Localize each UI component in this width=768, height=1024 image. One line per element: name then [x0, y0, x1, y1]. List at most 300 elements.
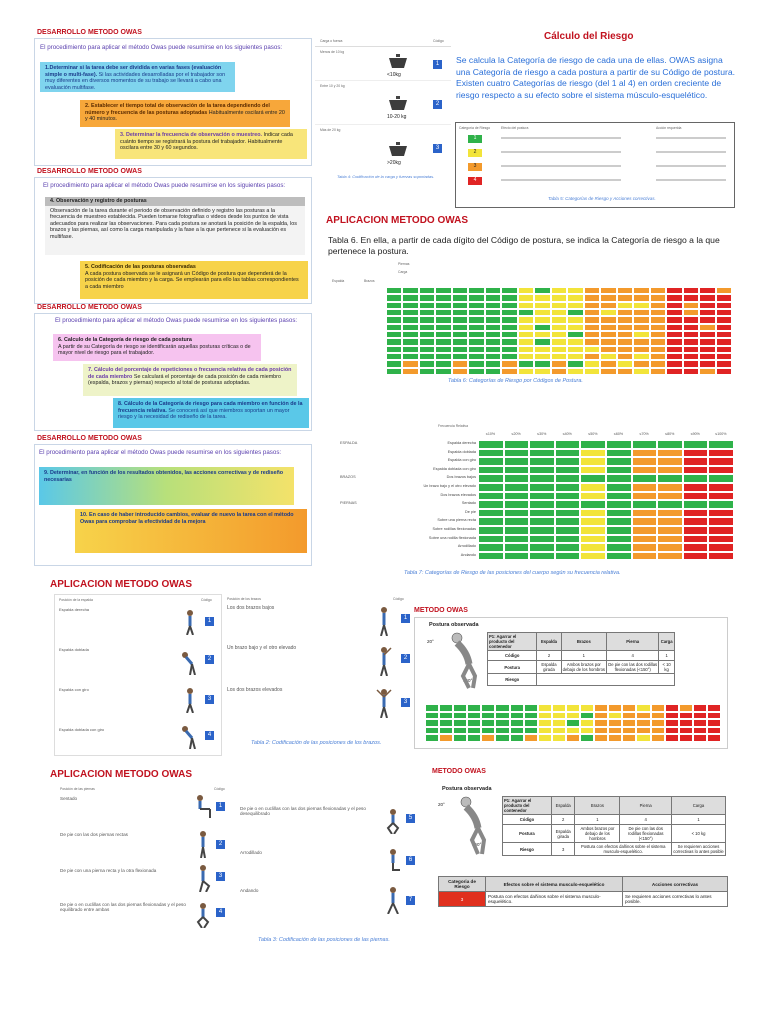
freq-cell	[683, 440, 709, 449]
riesgo-caption: Tabla 5: Categorías de Riesgo y Acciones correctivas.	[548, 196, 656, 201]
step-10	[75, 509, 307, 553]
risk-cell	[501, 360, 517, 367]
step-5-body: A cada postura observada se le asignará un Código de postura que dependerá de la posición de cada miembro y la carga. Se emplearán para ello las tablas correspondientes a cada miembro	[85, 270, 299, 290]
carga-code-label: Código	[433, 39, 444, 43]
risk-cell	[594, 704, 608, 712]
risk-cell	[707, 734, 721, 742]
risk-cell	[600, 309, 616, 316]
row-riesgo: Riesgo	[503, 843, 552, 856]
freq-cell	[478, 535, 504, 544]
risk-cell	[666, 353, 682, 360]
risk-cell	[622, 734, 636, 742]
brazos-row-code: 1	[401, 614, 410, 623]
espalda-row-label: Espalda doblada con giro	[59, 727, 105, 732]
intro-text: El procedimiento para aplicar el método Owas puede resumirse en los siguientes pasos:	[40, 44, 283, 51]
riesgo-title: Cálculo del Riesgo	[544, 31, 634, 42]
risk-cell	[600, 287, 616, 294]
risk-cell	[452, 338, 468, 345]
freq-cell	[708, 552, 734, 561]
freq-pct-label: ≤10%	[485, 432, 496, 436]
freq-cell	[504, 457, 530, 466]
risk-cell	[665, 734, 679, 742]
risk-cell	[567, 353, 583, 360]
step-7-title: 7. Cálculo del porcentaje de repeticiones o frecuencia relativa de cada posición de cada miembro	[88, 367, 292, 380]
risk-cell	[467, 719, 481, 727]
worker-figure-icon	[452, 794, 492, 858]
freq-cell	[580, 543, 606, 552]
risk-cell	[518, 346, 534, 353]
metodo-table-2	[502, 796, 726, 856]
risk-cell	[651, 719, 665, 727]
freq-cell	[683, 509, 709, 518]
freq-cell	[606, 535, 632, 544]
risk-cell	[386, 360, 402, 367]
risk-cell	[617, 324, 633, 331]
risk-cell	[468, 294, 484, 301]
risk-cell	[435, 302, 451, 309]
risk-cell	[566, 719, 580, 727]
risk-cell	[435, 309, 451, 316]
row-codigo: Código	[503, 815, 552, 825]
risk-cell	[468, 368, 484, 375]
freq-cell	[504, 552, 530, 561]
risk-cell	[435, 287, 451, 294]
cat-accion: Se requieren acciones correctivas lo antes posible.	[622, 892, 727, 907]
risk-cell	[453, 727, 467, 735]
risk-cell	[716, 338, 732, 345]
riesgo-desc: Postura con efectos dañinos sobre el sistema musculo-esquelético.	[575, 843, 672, 856]
risk-cell	[510, 719, 524, 727]
risk-cell	[435, 353, 451, 360]
piernas-row-label: De pie con las dos piernas rectas	[60, 832, 128, 837]
risk-cell	[510, 734, 524, 742]
risk-cell	[584, 368, 600, 375]
risk-cat-4: 4	[468, 177, 482, 185]
freq-cell	[504, 440, 530, 449]
risk-cell	[666, 287, 682, 294]
risk-cell	[518, 309, 534, 316]
freq-cell	[632, 466, 658, 475]
risk-cell	[534, 294, 550, 301]
risk-cell	[716, 287, 732, 294]
risk-cell	[534, 353, 550, 360]
risk-cell	[636, 734, 650, 742]
risk-cell	[534, 287, 550, 294]
risk-cell	[650, 353, 666, 360]
risk-cell	[534, 324, 550, 331]
risk-cell	[468, 316, 484, 323]
freq-cell	[632, 526, 658, 535]
step-10-text: 10. En caso de haber introducido cambios, evaluar de nuevo la tarea con el método Owas para comprobar la efectividad de la mejora	[80, 512, 294, 525]
freq-cell	[529, 440, 555, 449]
step-8-title: 8. Cálculo de la Categoría de riesgo para cada miembro en función de la frecuencia relativa.	[118, 401, 303, 414]
freq-cell	[478, 500, 504, 509]
freq-cell	[657, 517, 683, 526]
freq-cell	[657, 449, 683, 458]
angle-label: 150°	[472, 842, 482, 847]
risk-cell	[580, 719, 594, 727]
freq-cell	[683, 500, 709, 509]
risk-cell	[468, 324, 484, 331]
risk-cell	[402, 338, 418, 345]
risk-cell	[402, 309, 418, 316]
freq-cell	[580, 449, 606, 458]
freq-pct-label: ≤50%	[588, 432, 598, 436]
risk-cell	[608, 719, 622, 727]
risk-cell	[419, 316, 435, 323]
risk-cell	[636, 727, 650, 735]
risk-cell	[551, 338, 567, 345]
risk-cell	[617, 368, 633, 375]
risk-cell	[617, 287, 633, 294]
freq-cell	[529, 509, 555, 518]
risk-cell	[617, 331, 633, 338]
risk-cell	[402, 294, 418, 301]
freq-cell	[708, 509, 734, 518]
risk-cell	[538, 727, 552, 735]
freq-cell	[580, 492, 606, 501]
risk-cell	[584, 294, 600, 301]
freq-cell	[657, 483, 683, 492]
piernas-row-label: De pie o en cuclillas con las dos piernas flexionadas y el peso desequilibrado	[240, 806, 366, 816]
carga-row-weight: >20kg	[387, 160, 401, 166]
freq-cell	[504, 526, 530, 535]
freq-cell	[529, 526, 555, 535]
freq-cell	[555, 466, 581, 475]
freq-cell	[708, 466, 734, 475]
risk-cell	[419, 324, 435, 331]
risk-cell	[419, 294, 435, 301]
risk-cell	[699, 287, 715, 294]
freq-cell	[555, 500, 581, 509]
posture-figure-icon	[384, 886, 402, 914]
risk-cell	[633, 294, 649, 301]
risk-cell	[501, 353, 517, 360]
risk-cell	[683, 294, 699, 301]
risk-cell	[435, 324, 451, 331]
risk-cell	[683, 353, 699, 360]
risk-cell	[425, 704, 439, 712]
freq-cell	[504, 483, 530, 492]
risk-cell	[485, 368, 501, 375]
freq-cell	[580, 474, 606, 483]
piernas-table	[54, 784, 420, 950]
posture-figure-icon	[373, 606, 395, 636]
weight-icon	[385, 142, 411, 158]
freq-cell	[529, 517, 555, 526]
risk-cell	[600, 294, 616, 301]
risk-cell	[534, 309, 550, 316]
freq-row-label: Espalda doblada	[447, 449, 476, 454]
freq-cell	[606, 449, 632, 458]
freq-cell	[504, 535, 530, 544]
risk-cell	[584, 309, 600, 316]
risk-cell	[453, 734, 467, 742]
risk-cell	[552, 704, 566, 712]
risk-cell	[584, 346, 600, 353]
risk-cell	[567, 331, 583, 338]
risk-cell	[468, 346, 484, 353]
risk-cell	[386, 316, 402, 323]
freq-cell	[657, 474, 683, 483]
risk-cell	[600, 338, 616, 345]
risk-cell	[651, 727, 665, 735]
risk-cell	[518, 353, 534, 360]
risk-cell	[665, 719, 679, 727]
risk-cell	[425, 734, 439, 742]
carga-row-label: Entre 10 y 20 kg	[320, 84, 345, 88]
risk-cell	[402, 324, 418, 331]
intro-text: El procedimiento para aplicar el método Owas puede resumirse en los siguientes pasos:	[43, 182, 286, 189]
risk-cell	[510, 727, 524, 735]
freq-cell	[555, 483, 581, 492]
risk-cell	[386, 309, 402, 316]
risk-cell	[584, 287, 600, 294]
posture-figure-icon	[373, 646, 395, 676]
risk-cell	[452, 346, 468, 353]
desc-value: De pie con las dos rodillas flexionadas (<150°)	[620, 825, 672, 843]
riesgo-h2: Efecto del postura	[501, 126, 529, 130]
risk-cell	[683, 346, 699, 353]
risk-cell	[707, 704, 721, 712]
risk-cell	[467, 712, 481, 720]
risk-cell	[551, 368, 567, 375]
weight-icon	[385, 54, 411, 70]
code-value: 4	[607, 651, 659, 661]
risk-cell	[679, 704, 693, 712]
posture-figure-icon	[180, 687, 200, 713]
freq-cell	[683, 526, 709, 535]
freq-cell	[657, 509, 683, 518]
freq-cell	[555, 457, 581, 466]
risk-cell	[501, 316, 517, 323]
cat-h3: Acciones correctivas	[622, 877, 727, 892]
freq-cell	[580, 500, 606, 509]
risk-cell	[693, 727, 707, 735]
freq-row-label: Sobre una rodilla flexionada	[428, 535, 476, 540]
risk-cell	[468, 331, 484, 338]
risk-cell	[452, 324, 468, 331]
risk-cell	[650, 368, 666, 375]
risk-cell	[468, 353, 484, 360]
freq-cell	[657, 457, 683, 466]
col-carga: Carga	[671, 797, 725, 815]
angle-label: 150°	[463, 678, 473, 683]
freq-cell	[632, 509, 658, 518]
risk-cell	[683, 316, 699, 323]
freq-cell	[606, 440, 632, 449]
risk-cell	[580, 734, 594, 742]
risk-cell	[633, 368, 649, 375]
risk-cell	[617, 360, 633, 367]
risk-cell	[435, 346, 451, 353]
freq-cell	[580, 509, 606, 518]
risk-cell	[419, 338, 435, 345]
col-espalda: Espalda	[551, 797, 575, 815]
risk-cell	[551, 353, 567, 360]
risk-cell	[495, 704, 509, 712]
freq-cell	[478, 457, 504, 466]
espalda-row-code: 4	[205, 731, 214, 740]
intro-text: El procedimiento para aplicar el método Owas puede resumirse en los siguientes pasos:	[39, 449, 282, 456]
row-codigo: Código	[488, 651, 537, 661]
risk-cat-3: 3	[468, 163, 482, 171]
risk-cell	[608, 727, 622, 735]
risk-cell	[683, 287, 699, 294]
freq-cell	[708, 457, 734, 466]
risk-cell	[666, 360, 682, 367]
freq-cell	[657, 526, 683, 535]
posture-figure-icon	[180, 649, 200, 675]
piernas-row-code: 5	[406, 814, 415, 823]
freq-cell	[580, 483, 606, 492]
freq-cell	[555, 449, 581, 458]
risk-cell	[485, 309, 501, 316]
risk-grid	[386, 287, 732, 375]
risk-cat-1: 1	[468, 135, 482, 143]
risk-cell	[617, 309, 633, 316]
freq-cell	[708, 474, 734, 483]
risk-cell	[567, 324, 583, 331]
freq-row-label: Un brazo bajo y el otro elevado	[423, 484, 476, 488]
step-6-body: A partir de su Categoría de riesgo se identificarán aquellas posturas críticas o de mayor nivel de riesgo para el trabajador.	[58, 343, 251, 357]
step-7-body: Se calculará el porcentaje de cada posición de cada miembro (espalda, brazos y piernas) respecto al total de posturas adoptadas.	[88, 373, 281, 387]
freq-cell	[606, 526, 632, 535]
risk-cell	[600, 302, 616, 309]
risk-cell	[481, 719, 495, 727]
risk-cell	[534, 338, 550, 345]
freq-cell	[708, 526, 734, 535]
freq-cell	[632, 500, 658, 509]
risk-cell	[651, 704, 665, 712]
risk-cell	[584, 302, 600, 309]
desc-value: < 10 kg	[671, 825, 725, 843]
risk-cell	[679, 712, 693, 720]
tabla-6	[328, 262, 738, 388]
freq-cell	[529, 543, 555, 552]
section-title-3: DESARROLLO METODO OWAS	[37, 304, 142, 311]
task-label: P1: Agarrar el producto del contenedor	[488, 633, 537, 651]
freq-cell	[529, 457, 555, 466]
posture-figure-icon	[384, 846, 402, 874]
freq-row-label: Sobre una pierna recta	[437, 518, 476, 523]
risk-cell	[650, 331, 666, 338]
risk-cell	[485, 316, 501, 323]
piernas-row-label: Andando	[240, 888, 259, 893]
freq-cell	[478, 483, 504, 492]
risk-cell	[566, 704, 580, 712]
freq-row-label: Espalda con giro	[447, 458, 476, 463]
freq-cell	[632, 492, 658, 501]
step-4-body: Observación de la tarea durante el periodo de observación definido y registro las posturas a la frecuencia de muestreo establecida. Pueden tomarse fotografías o videos desde los puntos de vista adecuados para realizar las observaciones. Para cada postura se anotará la posición de la espalda, los brazos y las piernas, así como la carga manipulada y la fase a la que pertenece si la evaluación es multifase.	[50, 207, 297, 240]
freq-cell	[555, 509, 581, 518]
risk-cell	[600, 346, 616, 353]
risk-cell	[534, 346, 550, 353]
riesgo-h3: Acción requerida	[656, 126, 682, 130]
risk-cell	[467, 734, 481, 742]
aplicacion-title-2: APLICACION METODO OWAS	[50, 579, 193, 590]
risk-cell	[699, 309, 715, 316]
risk-cell	[419, 287, 435, 294]
risk-cell	[666, 324, 682, 331]
risk-cell	[386, 287, 402, 294]
risk-cell	[534, 360, 550, 367]
risk-cell	[518, 316, 534, 323]
brazos-col1: Posición de los brazos	[227, 597, 261, 601]
posture-figure-icon	[180, 609, 200, 635]
risk-cell	[538, 704, 552, 712]
risk-cell	[485, 360, 501, 367]
freq-cell	[555, 526, 581, 535]
risk-cell	[699, 353, 715, 360]
risk-cell	[518, 360, 534, 367]
freq-cell	[606, 543, 632, 552]
col-espalda: Espalda	[537, 633, 561, 651]
freq-cell	[529, 535, 555, 544]
piernas-row-code: 4	[216, 908, 225, 917]
freq-cell	[632, 440, 658, 449]
posture-figure-icon	[384, 806, 402, 834]
col-brazos: Brazos	[575, 797, 620, 815]
risk-cell	[666, 368, 682, 375]
risk-cell	[699, 294, 715, 301]
risk-cell	[468, 309, 484, 316]
risk-cell	[386, 353, 402, 360]
aplicacion-text: Tabla 6. En ella, a partir de cada dígito del Código de postura, se indica la Categoría de riesgo a la que pertenece la postura.	[328, 235, 720, 256]
step-6-title: 6. Calculo de la Categoría de riesgo de cada postura	[58, 337, 192, 343]
risk-cell	[402, 302, 418, 309]
tabla2-caption: Tabla 2: Codificación de las posiciones de los brazos.	[251, 740, 382, 746]
risk-cell	[518, 324, 534, 331]
risk-cell	[699, 331, 715, 338]
risk-cell	[419, 346, 435, 353]
freq-cell	[529, 492, 555, 501]
freq-cell	[504, 509, 530, 518]
risk-cell	[452, 294, 468, 301]
risk-cell	[683, 368, 699, 375]
carga-table	[315, 36, 451, 186]
freq-cell	[478, 474, 504, 483]
risk-cell	[485, 331, 501, 338]
risk-cell	[666, 294, 682, 301]
risk-cell	[679, 734, 693, 742]
freq-cell	[555, 474, 581, 483]
freq-cell	[683, 492, 709, 501]
freq-cell	[708, 492, 734, 501]
freq-cell	[708, 535, 734, 544]
posture-figure-icon	[180, 723, 200, 749]
cat-h2: Efectos sobre el sistema musculo-esquelético	[486, 877, 623, 892]
risk-cell	[567, 294, 583, 301]
risk-cell	[524, 704, 538, 712]
carga-row-code: 2	[433, 100, 442, 109]
risk-cat-2: 2	[468, 149, 482, 157]
freq-cell	[529, 449, 555, 458]
freq-cell	[504, 500, 530, 509]
brazos-row-label: Un brazo bajo y el otro elevado	[227, 645, 297, 651]
risk-cell	[679, 727, 693, 735]
risk-cell	[452, 360, 468, 367]
risk-cell	[452, 331, 468, 338]
hdr-espalda: Espalda	[332, 279, 345, 283]
freq-row-label: Espalda doblada con giro	[433, 466, 476, 471]
hdr-piernas: Piernas	[398, 262, 410, 266]
risk-cell	[453, 712, 467, 720]
risk-cell	[666, 346, 682, 353]
risk-cell	[495, 712, 509, 720]
risk-cell	[425, 712, 439, 720]
code-value: 1	[659, 651, 675, 661]
